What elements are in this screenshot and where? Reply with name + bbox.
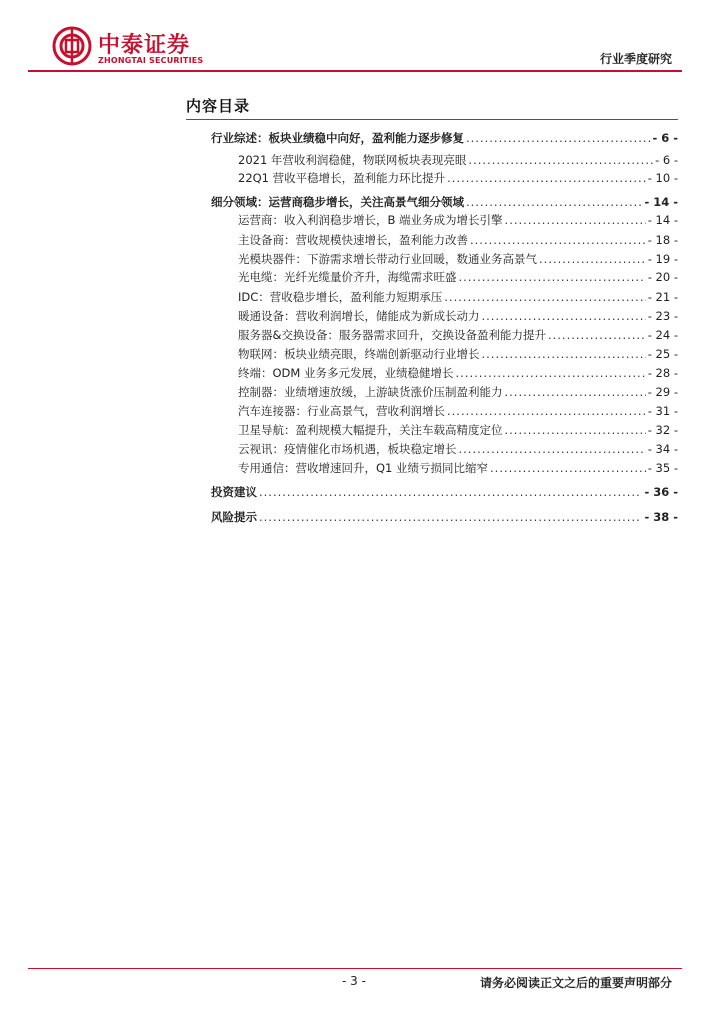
toc-entry-title: 物联网：板块业绩亮眼，终端创新驱动行业增长 [238,347,480,361]
logo-text-cn: 中泰证券 [98,33,191,58]
toc-leader-dots [259,485,642,499]
toc-entry-page: - 19 - [647,252,678,266]
toc-entry-page: - 29 - [647,385,678,399]
toc-title: 内容目录 [186,97,251,115]
footer-disclaimer: 请务必阅读正文之后的重要声明部分 [479,976,672,990]
toc-entry-title: 卫星导航：盈利规模大幅提升，关注车载高精度定位 [238,423,503,437]
toc-entry[interactable] [238,233,678,247]
toc-entry[interactable] [238,385,678,399]
toc-leader-dots [505,423,646,437]
logo-text-en: ZHONGTAI SECURITIES [98,56,204,65]
page-number: - 3 - [342,974,366,988]
toc-leader-dots [444,290,645,304]
toc-entry-page: - 24 - [647,328,678,342]
toc-entry-title: 控制器：业绩增速放缓，上游缺货涨价压制盈利能力 [238,385,503,399]
toc-entry-page: - 38 - [644,510,678,524]
toc-entry-title: 云视讯：疫情催化市场机遇，板块稳定增长 [238,442,457,456]
toc-entry-page: - 14 - [644,195,678,209]
toc-entry[interactable] [238,153,678,167]
toc-leader-dots [548,328,646,342]
report-type: 行业季度研究 [599,52,672,66]
toc-leader-dots [505,385,646,399]
toc-entry-page: - 6 - [652,131,678,145]
toc-leader-dots [447,404,646,418]
toc-entry[interactable] [238,270,678,284]
toc-entry-page: - 36 - [644,485,678,499]
toc-leader-dots [447,171,646,185]
toc-entry-title: 主设备商：营收规模快速增长，盈利能力改善 [238,233,468,247]
toc-entry-title: 光电缆：光纤光缆量价齐升，海缆需求旺盛 [238,270,457,284]
footer-divider [28,968,682,969]
toc-leader-dots [468,153,653,167]
toc-entry-title: 专用通信：营收增速回升，Q1 业绩亏损同比缩窄 [238,461,489,475]
toc-entry-page: - 25 - [647,347,678,361]
toc-title-divider [186,119,678,120]
toc-entry-title: 行业综述：板块业绩稳中向好，盈利能力逐步修复 [211,131,464,145]
toc-entry[interactable] [238,213,678,227]
toc-entry[interactable] [211,195,678,209]
toc-entry[interactable] [211,485,678,499]
toc-entry-page: - 10 - [647,171,678,185]
toc-entry-title: 运营商：收入利润稳步增长，B 端业务成为增长引擎 [238,213,503,227]
logo-mark-icon [52,26,92,66]
toc-entry-title: 汽车连接器：行业高景气，营收利润增长 [238,404,445,418]
toc-entry-title: 光模块器件：下游需求增长带动行业回暖，数通业务高景气 [238,252,537,266]
toc-entry[interactable] [238,290,678,304]
toc-entry[interactable] [238,171,678,185]
toc-leader-dots [470,233,646,247]
toc-entry-title: 终端：ODM 业务多元发展，业绩稳健增长 [238,366,454,380]
toc-leader-dots [539,252,646,266]
toc-entry-page: - 34 - [647,442,678,456]
toc-leader-dots [482,347,646,361]
toc-leader-dots [459,442,646,456]
toc-entry-page: - 18 - [647,233,678,247]
toc-entry-page: - 21 - [647,290,678,304]
toc-leader-dots [505,213,646,227]
toc-entry[interactable] [211,510,678,524]
toc-leader-dots [482,309,646,323]
toc-entry-page: - 28 - [647,366,678,380]
toc-entry-page: - 32 - [647,423,678,437]
toc-leader-dots [455,366,645,380]
toc-entry-title: 2021 年营收利润稳健，物联网板块表现亮眼 [238,153,467,167]
toc-entry-title: 细分领域：运营商稳步增长，关注高景气细分领域 [211,195,464,209]
toc-leader-dots [466,195,642,209]
toc-leader-dots [459,270,646,284]
toc-entry-title: 投资建议 [211,485,257,499]
toc-entry-page: - 14 - [647,213,678,227]
toc-entry[interactable] [238,309,678,323]
toc-entry[interactable] [238,423,678,437]
toc-entry-title: 服务器&交换设备：服务器需求回升，交换设备盈利能力提升 [238,328,546,342]
toc-entry[interactable] [238,442,678,456]
toc-leader-dots [259,510,642,524]
toc-entry[interactable] [238,461,678,475]
toc-entry[interactable] [238,347,678,361]
toc-entry-page: - 20 - [647,270,678,284]
toc-entry-title: IDC：营收稳步增长，盈利能力短期承压 [238,290,443,304]
toc-entry-page: - 23 - [647,309,678,323]
toc-entry[interactable] [211,131,678,145]
toc-entry-page: - 31 - [647,404,678,418]
toc-entry-page: - 35 - [647,461,678,475]
toc-leader-dots [490,461,646,475]
toc-entry[interactable] [238,366,678,380]
toc-leader-dots [466,131,650,145]
toc-entry[interactable] [238,404,678,418]
toc-entry[interactable] [238,252,678,266]
toc-entry-title: 风险提示 [211,510,257,524]
header-divider [28,70,682,72]
toc-entry-title: 22Q1 营收平稳增长，盈利能力环比提升 [238,171,446,185]
toc-entry-title: 暖通设备：营收利润增长，储能成为新成长动力 [238,309,480,323]
toc-entry-page: - 6 - [655,153,678,167]
toc-entry[interactable] [238,328,678,342]
